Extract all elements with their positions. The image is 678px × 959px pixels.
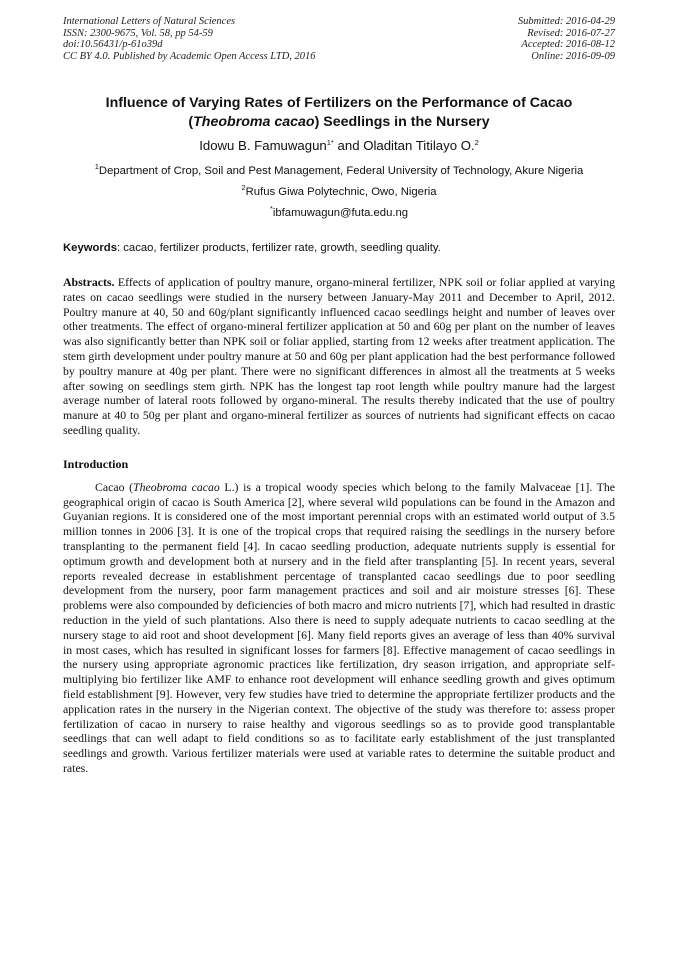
accepted-date: Accepted: 2016-08-12	[521, 39, 615, 50]
title-paren: (	[188, 114, 194, 130]
paper-title	[63, 94, 615, 132]
affiliation-2-text: Rufus Giwa Polytechnic, Owo, Nigeria	[245, 186, 437, 198]
author-conjunction: and	[333, 138, 364, 153]
author-2: Oladitan Titilayo O.	[363, 138, 475, 153]
keywords	[63, 241, 615, 255]
keywords-label: Keywords	[63, 242, 117, 254]
affiliation-1-text: Department of Crop, Soil and Pest Management, Federal University of Technology, Akure Nigeria	[98, 165, 584, 177]
abstract-text: Effects of application of poultry manure, organo-mineral fertilizer, NPK soil or foliar applied at varying rates on cacao seedlings were studied in the nursery between January-May 2011 and December to April, 2012. Poultry manure at 40, 50 and 60g/plant significantly influenced cacao seedlings height and number of leaves over other treatments. The effect of organo-mineral fertilizer application at 50 and 60g per plant on the number of leaves was also significantly better than NPK soil or foliar applied, starting from 12 weeks after treatment application. The stem girth development under poultry manure at 50 and 60g per plant application had the best performance followed by poultry manure at 40g per plant. There were no significant differences in almost all the treatments at 5 weeks after sowing on seedlings stem girth. NPK has the longest tap root length while poultry manure had the largest average number of lateral roots followed by organo-mineral. The results thereby indicated that the use of poultry manure at 40 to 50g per plant and organo-mineral fertilizer as sources of nutrients had significant effects on cacao seedling quality.	[63, 275, 615, 437]
email-mark: *	[269, 204, 273, 213]
journal-header	[63, 16, 615, 62]
revised-date: Revised: 2016-07-27	[527, 27, 615, 39]
title-line-2: ) Seedlings in the Nursery	[314, 114, 490, 130]
issn-line: ISSN: 2300-9675, Vol. 58, pp 54-59	[63, 27, 213, 39]
introduction-paragraph	[63, 480, 615, 776]
email-text: ibfamuwagun@futa.edu.ng	[272, 207, 409, 219]
corresponding-email	[63, 206, 615, 220]
affiliation-2	[63, 185, 615, 199]
author-list	[63, 137, 615, 154]
title-species: Theobroma cacao	[193, 114, 315, 130]
title-line-1: Influence of Varying Rates of Fertilizers on the Performance of Cacao	[105, 95, 573, 111]
doi-line: doi:10.56431/p-61o39d	[63, 39, 163, 50]
journal-name: International Letters of Natural Sciences	[63, 16, 236, 27]
intro-text-start: Cacao (	[95, 479, 134, 494]
journal-info	[63, 16, 316, 62]
introduction-heading: Introduction	[63, 456, 129, 471]
author-2-mark: 2	[474, 138, 479, 147]
intro-species: Theobroma cacao	[133, 479, 220, 494]
license-line: CC BY 4.0. Published by Academic Open Access LTD, 2016	[63, 50, 316, 62]
author-1-mark: 1*	[326, 138, 334, 147]
abstract-label: Abstracts.	[63, 275, 115, 289]
affiliation-2-mark: 2	[241, 183, 246, 192]
intro-text-body: L.) is a tropical woody species which belong to the family Malvaceae [1]. The geographical origin of cacao is South America [2], where several wild populations can be found in the Amazon and Guyanian regions. It is considered one of the most important perennial crops with an estimated world output of 3.5 million tonnes in 2006 [3]. It is one of the tropical crops that required raising the seedlings in the nursery before transplanting to the permanent field [4]. In cacao seedling production, adequate nutrients supply is essential for optimum growth and development both at nursery and in the field after transplanting [5]. In recent years, several reports revealed decrease in establishment percentage of transplanted cacao seedlings due to poor seedling development from the nursery, poor farm management practices and soil and air moisture stresses [6]. These problems were also compounded by deficiencies of both macro and micro nutrients [7], which had resulted in drastic reduction in the yield of such plantations. Also there is need to supply adequate nutrients to cacao seedling at the nursery stage to aid root and shoot development [6]. Many field reports gives an average of less than 40% survival in most cases, which has resulted in significant losses for farmers [8]. Effective management of cacao seedlings in the nursery using appropriate agronomic practices like fertilization, dry season irrigation, and appropriate self-multiplying bio fertilizer like AMF to enhance root development will enhance seedling growth and gives optimum field establishment [9]. However, very few studies have tried to determine the appropriate fertilizer products and the application rates in the nursery in the Nigerian context. The objective of the study was therefore to: assess proper fertilization of cacao in nursery to raise healthy and vigorous seedlings so as to provide good transplantable seedlings that can well adapt to field conditions so as to facilitate early establishment of the just transplanted seedlings and growth. Various fertilizer materials were used at variable rates to determine the suitable product and rates.	[63, 479, 616, 775]
affiliation-1	[63, 164, 615, 178]
online-date: Online: 2016-09-09	[531, 50, 615, 62]
affiliation-1-mark: 1	[94, 162, 99, 171]
submission-dates	[518, 16, 615, 62]
abstract	[63, 275, 615, 438]
author-1: Idowu B. Famuwagun	[199, 138, 327, 153]
submitted-date: Submitted: 2016-04-29	[517, 16, 615, 27]
paper-page	[63, 16, 615, 776]
keywords-text: : cacao, fertilizer products, fertilizer rate, growth, seedling quality.	[117, 242, 441, 254]
